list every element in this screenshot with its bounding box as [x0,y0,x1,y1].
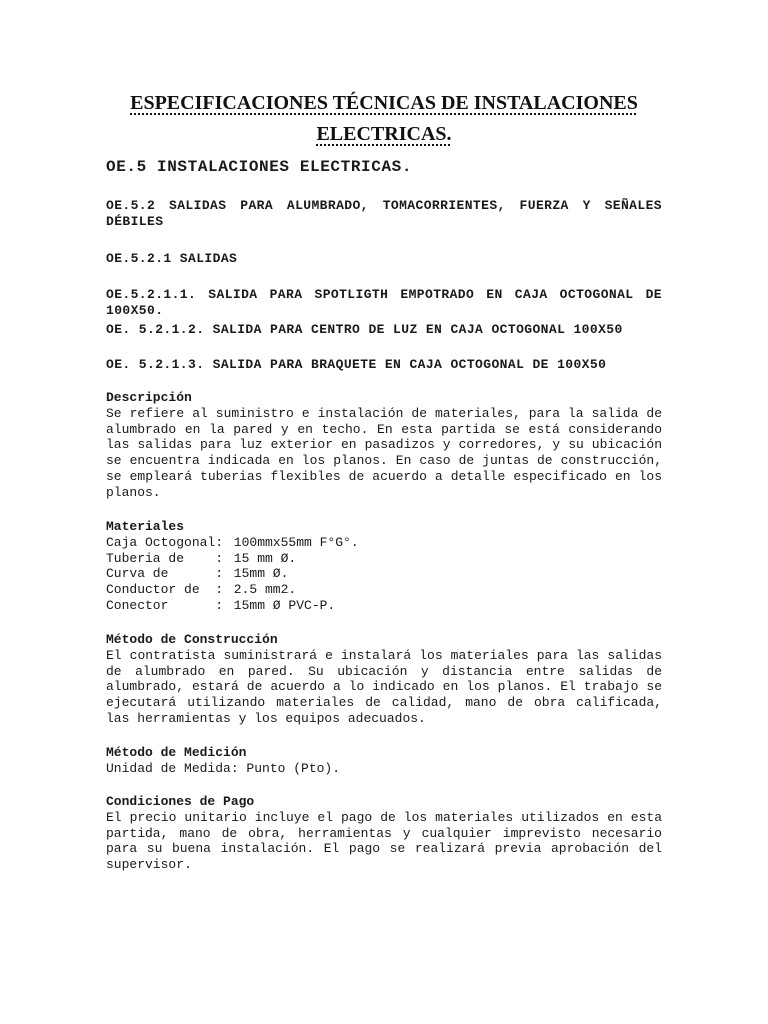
metodo-construccion-text: El contratista suministrará e instalará los materiales para las salidas de alumbrado en pared. Su ubicación y distancia entre salidas de alumbrado, estará de acuerdo a lo indicado en los planos. El trabajo se ejecutará utilizando materiales de calidad, mano de obra calificada, las herramientas y los equipos adecuados. [106,648,662,726]
materiales-list [106,535,662,614]
metodo-medicion-heading: Método de Medición [106,745,247,760]
materiales-label: Conector : [106,597,224,613]
descripcion-heading: Descripción [106,390,192,405]
condiciones-pago-heading: Condiciones de Pago [106,794,255,809]
materiales-row [106,598,662,614]
materiales-row [106,535,662,551]
metodo-construccion-heading: Método de Construcción [106,632,278,647]
materiales-row [106,582,662,598]
materiales-label: Curva de : [106,566,224,582]
condiciones-pago-text: El precio unitario incluye el pago de los materiales utilizados en esta partida, mano de obra, herramientas y cualquier imprevisto necesario para su buena instalación. El pago se realizará previa aprobación del supervisor. [106,810,662,873]
materiales-value: 100mmx55mm F°G°. [226,535,359,550]
item-oe5211: OE.5.2.1.1. SALIDA PARA SPOTLIGTH EMPOTRADO EN CAJA OCTOGONAL DE 100X50. [106,287,662,318]
materiales-value: 15mm Ø. [226,566,289,582]
heading-oe52: OE.5.2 SALIDAS PARA ALUMBRADO, TOMACORRIENTES, FUERZA Y SEÑALES DÉBILES [106,198,662,229]
title-line-1: ESPECIFICACIONES TÉCNICAS DE INSTALACIONES [130,92,638,114]
document-title [100,88,668,150]
item-oe5213: OE. 5.2.1.3. SALIDA PARA BRAQUETE EN CAJA OCTOGONAL DE 100X50 [106,357,607,372]
materiales-row [106,551,662,567]
heading-oe5: OE.5 INSTALACIONES ELECTRICAS. [106,158,413,176]
materiales-heading: Materiales [106,519,185,534]
metodo-medicion-text: Unidad de Medida: Punto (Pto). [106,761,341,776]
materiales-value: 15mm Ø PVC-P. [226,597,336,613]
heading-oe521: OE.5.2.1 SALIDAS [106,251,238,266]
materiales-label: Caja Octogonal: [106,535,224,550]
item-oe5212: OE. 5.2.1.2. SALIDA PARA CENTRO DE LUZ EN CAJA OCTOGONAL 100X50 [106,322,623,337]
descripcion-text: Se refiere al suministro e instalación de materiales, para la salida de alumbrado en la pared y en techo. En esta partida se está considerando las salidas para luz exterior en pasadizos y corredores, y su ubicación se encuentra indicada en los planos. En caso de juntas de construcción, se empleará tuberias flexibles de acuerdo a detalle especificado en los planos. [106,406,662,500]
materiales-value: 2.5 mm2. [226,582,297,598]
materiales-label: Tuberia de : [106,550,224,566]
title-line-2: ELECTRICAS. [316,123,452,145]
materiales-label: Conductor de : [106,582,224,598]
materiales-value: 15 mm Ø. [226,550,297,566]
materiales-row [106,566,662,582]
